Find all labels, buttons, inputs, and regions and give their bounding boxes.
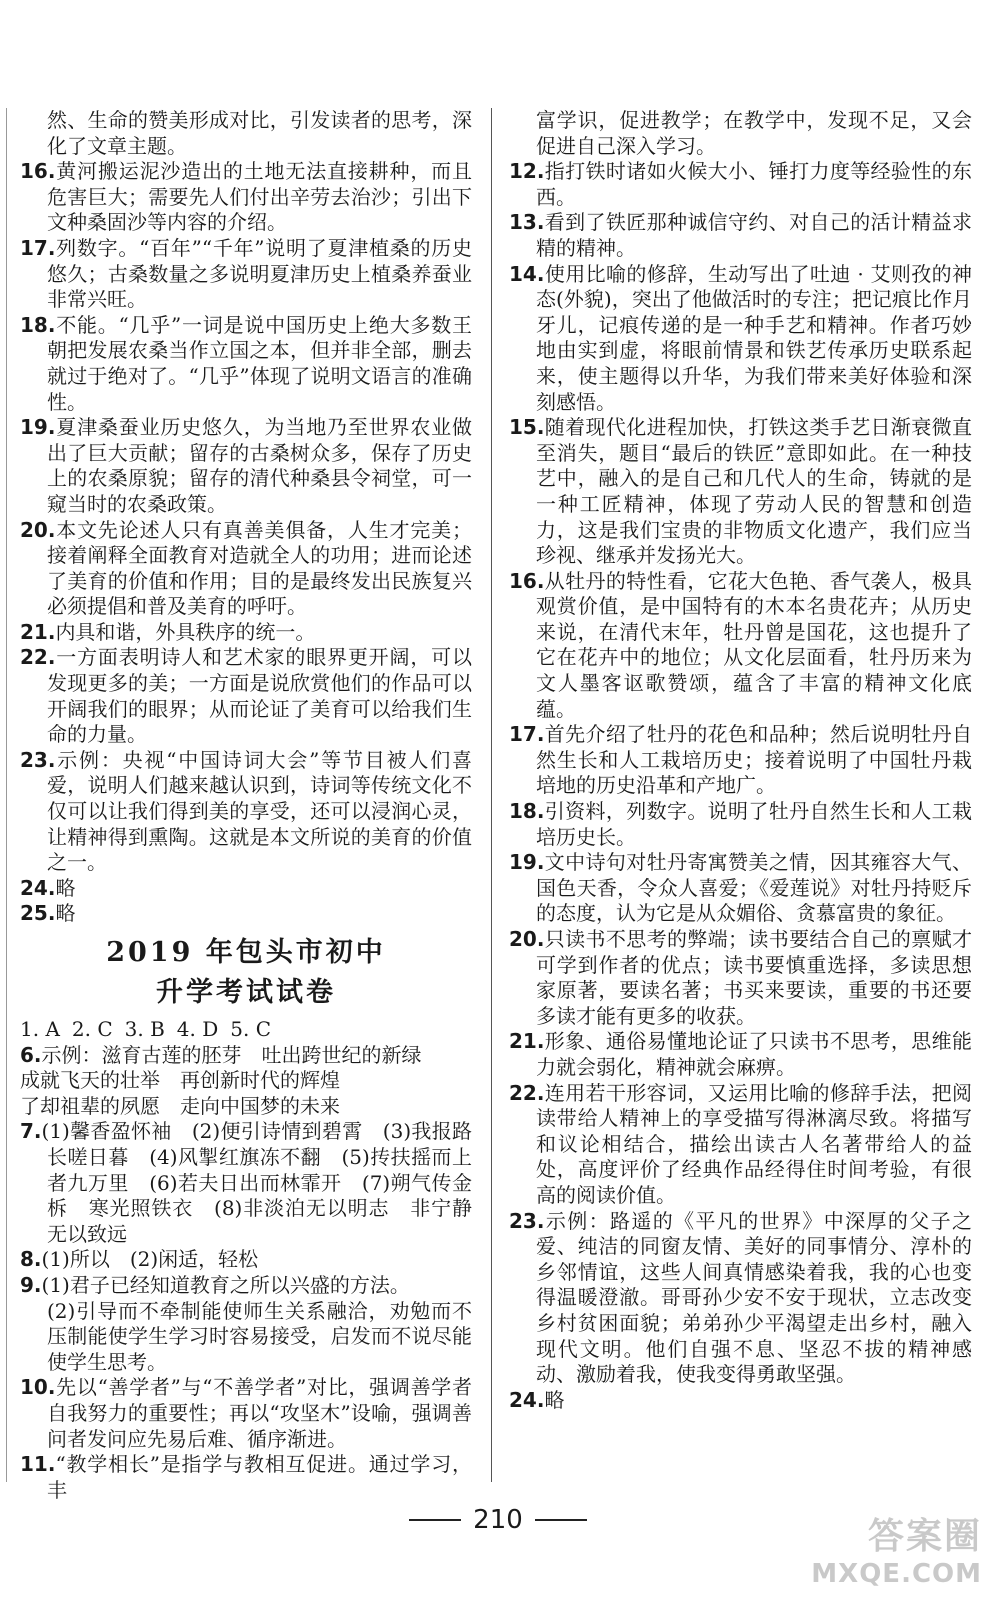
- exam-title-line-1: 2019 年包头市初中: [106, 937, 386, 968]
- answer-item: [509, 1029, 972, 1080]
- answer-text: 略: [55, 875, 76, 900]
- answer-item: [20, 748, 472, 876]
- answer-item: [509, 927, 972, 1029]
- left-page-edge: [6, 108, 7, 1482]
- right-lead-text: 富学识，促进教学；在教学中，发现不足，又会促进自己深入学习。: [536, 108, 972, 158]
- column-divider: [491, 108, 492, 1482]
- mc-answer: 1. A: [20, 1017, 60, 1041]
- answer-number: 17.: [20, 235, 56, 260]
- mc-answer: 5. C: [230, 1017, 272, 1041]
- footer-rule-left: [409, 1519, 461, 1521]
- footer-rule-right: [535, 1519, 587, 1521]
- answer-6-line-3: 了却祖辈的夙愿 走向中国梦的未来: [20, 1093, 340, 1118]
- answer-number: 18.: [509, 799, 545, 824]
- answer-item-6: 6.示例：滋育古莲的胚芽 吐出跨世纪的新绿: [20, 1042, 422, 1067]
- answer-number: 19.: [20, 415, 56, 440]
- answer-number: 14.: [509, 261, 545, 286]
- answer-number: 24.: [509, 1387, 545, 1412]
- answer-number: 21.: [509, 1029, 545, 1054]
- answer-item-10: 10.先以“善学者”与“不善学者”对比，强调善学者自我努力的重要性；再以“攻坚木”设喻，强调善问者发问应先易后难、循序渐进。: [20, 1375, 472, 1451]
- answer-text: 内具和谐，外具秩序的统一。: [55, 619, 316, 644]
- answer-6-line-2: 成就飞天的壮举 再创新时代的辉煌: [20, 1068, 340, 1093]
- answer-item: [20, 415, 472, 517]
- answer-text: 随着现代化进程加快，打铁这类手艺日渐衰微直至消失，题目“最后的铁匠”意即如此。在一种技艺中，融入的是自己和几代人的生命，铸就的是一种工匠精神，体现了劳动人民的智慧和创造力，这是我们宝贵的非物质文化遗产，我们应当珍视、继承并发扬光大。: [536, 415, 972, 568]
- answer-item-8: 8.(1)所以 (2)闲适，轻松: [20, 1247, 259, 1272]
- watermark-logo: [811, 1508, 982, 1589]
- answer-text: 略: [55, 901, 76, 926]
- answer-text: 略: [544, 1387, 565, 1412]
- exam-title-line-2: 升学考试试卷: [156, 977, 336, 1008]
- answer-number: 24.: [20, 875, 56, 900]
- mc-answer: 4. D: [176, 1017, 219, 1041]
- answer-item: [509, 262, 972, 416]
- page-footer: [398, 1500, 598, 1540]
- answer-text: 看到了铁匠那种诚信守约、对自己的活计精益求精的精神。: [536, 210, 972, 260]
- answer-number: 16.: [20, 159, 56, 184]
- answer-item: [20, 876, 472, 902]
- multiple-choice-answers: [20, 1017, 472, 1043]
- answer-number: 20.: [509, 927, 545, 951]
- answer-number: 12.: [509, 159, 545, 184]
- answer-item: [20, 313, 472, 415]
- answer-item-11: 11.“教学相长”是指学与教相互促进。通过学习，丰: [20, 1452, 472, 1502]
- answer-item: [509, 415, 972, 569]
- answer-number: 15.: [509, 415, 545, 440]
- answer-item: [20, 518, 472, 620]
- answer-text: 从牡丹的特性看，它花大色艳、香气袭人，极具观赏价值，是中国特有的木本名贵花卉；从历史来说，在清代末年，牡丹曾是国花，这也提升了它在花卉中的地位；从文化层面看，牡丹历来为文人墨客讴歌赞颂，蕴含了丰富的精神文化底蕴。: [536, 568, 972, 721]
- answer-number: 25.: [20, 901, 56, 926]
- answer-item: [509, 1388, 972, 1414]
- answer-item-9: 9.(1)君子已经知道教育之所以兴盛的方法。: [20, 1272, 410, 1297]
- answer-number: 20.: [20, 517, 56, 542]
- answer-number: 22.: [509, 1080, 545, 1105]
- right-column: [509, 108, 972, 1413]
- answer-text: 夏津桑蚕业历史悠久，为当地乃至世界农业做出了巨大贡献；留存的古桑树众多，保存了历史上的农桑原貌；留存的清代种桑县令祠堂，可一窥当时的农桑政策。: [47, 415, 472, 516]
- answer-number: 13.: [509, 210, 545, 235]
- answer-number: 22.: [20, 645, 56, 670]
- answer-number: 21.: [20, 619, 56, 644]
- answer-item: [20, 236, 472, 313]
- answer-text: 黄河搬运泥沙造出的土地无法直接耕种，而且危害巨大；需要先人们付出辛劳去治沙；引出下文种桑固沙等内容的介绍。: [47, 159, 472, 235]
- answer-text: 不能。“几乎”一词是说中国历史上绝大多数王朝把发展农桑当作立国之本，但并非全部，删去就过于绝对了。“几乎”体现了说明文语言的准确性。: [47, 312, 472, 414]
- watermark-text: 答案圈: [867, 1516, 982, 1557]
- answer-text: 使用比喻的修辞，生动写出了吐迪 · 艾则孜的神态(外貌)，突出了他做活时的专注；把记痕比作月牙儿，记痕传递的是一种手艺和精神。作者巧妙地由实到虚，将眼前情景和铁艺传承历史联系起来，使主题得以升华，为我们带来美好体验和深刻感悟。: [536, 261, 972, 414]
- answer-text: 连用若干形容词，又运用比喻的修辞手法，把阅读带给人精神上的享受描写得淋漓尽致。将描写和议论相结合，描绘出读古人名著带给人的益处，高度评价了经典作品经得住时间考验，有很高的阅读价值。: [536, 1080, 972, 1207]
- mc-answer: 2. C: [71, 1017, 113, 1041]
- answer-item: [20, 620, 472, 646]
- answer-item: [509, 569, 972, 723]
- answer-item: [20, 901, 472, 927]
- answer-item: [509, 850, 972, 927]
- answer-text: 示例：央视“中国诗词大会”等节目被人们喜爱，说明人们越来越认识到，诗词等传统文化不仅可以让我们得到美的享受，还可以浸润心灵，让精神得到熏陶。这就是本文所说的美育的价值之一。: [47, 747, 472, 875]
- left-lead-text: 然、生命的赞美形成对比，引发读者的思考，深化了文章主题。: [47, 108, 472, 158]
- answer-item: [509, 210, 972, 261]
- answer-item: [509, 1081, 972, 1209]
- answer-text: 示例：路遥的《平凡的世界》中深厚的父子之爱、纯洁的同窗友情、美好的同事情分、淳朴的乡邻情谊，这些人间真情感染着我，我的心也变得温暖澄澈。哥哥孙少安不安于现状，立志改变乡村贫困面貌；弟弟孙少平渴望走出乡村，融入现代文明。他们自强不息、坚忍不拔的精神感动、激励着我，使我变得勇敢坚强。: [536, 1208, 972, 1387]
- answer-9-part-2: (2)引导而不牵制能使师生关系融洽，劝勉而不压制能使学生学习时容易接受，启发而不说尽能使学生思考。: [47, 1298, 472, 1374]
- answer-text: 一方面表明诗人和艺术家的眼界更开阔，可以发现更多的美；一方面是说欣赏他们的作品可以开阔我们的眼界；从而论证了美育可以给我们生命的力量。: [47, 645, 472, 747]
- answer-text: 列数字。“百年”“千年”说明了夏津植桑的历史悠久；古桑数量之多说明夏津历史上植桑养蚕业非常兴旺。: [47, 235, 472, 312]
- left-column: [20, 108, 472, 1503]
- answer-item: [20, 645, 472, 747]
- watermark-url: MXQE.COM: [811, 1559, 982, 1589]
- answer-item-7: 7.(1)馨香盈怀袖 (2)便引诗情到碧霄 (3)我报路长嗟日暮 (4)风掣红旗冻不翻 (5)抟扶摇而上者九万里 (6)若夫日出而林霏开 (7)朔气传金柝 寒光照铁衣 (8)非淡泊无以明志 非宁静无以致远: [20, 1119, 472, 1246]
- answer-number: 23.: [20, 747, 56, 772]
- answer-list-a: [20, 159, 472, 927]
- answer-text: 本文先论述人只有真善美俱备，人生才完美；接着阐释全面教育对造就全人的功用；进而论述了美育的价值和作用；目的是最终发出民族复兴必须提倡和普及美育的呼吁。: [47, 517, 472, 619]
- answer-item: [509, 159, 972, 210]
- page-number: 210: [473, 1505, 523, 1535]
- exam-title-block: [20, 933, 472, 1013]
- answer-number: 18.: [20, 312, 56, 337]
- answer-item: [20, 159, 472, 236]
- answer-number: 17.: [509, 722, 545, 747]
- answer-item: [509, 1209, 972, 1388]
- answer-text: 指打铁时诸如火候大小、锤打力度等经验性的东西。: [536, 159, 972, 209]
- answer-text: 只读书不思考的弊端；读书要结合自己的禀赋才可学到作者的优点；读书要慎重选择，多读思想家原著，要读名著；书买来要读，重要的书还要多读才能有更多的收获。: [536, 927, 972, 1028]
- answer-text: 引资料，列数字。说明了牡丹自然生长和人工栽培历史长。: [536, 799, 972, 849]
- answer-number: 23.: [509, 1208, 545, 1233]
- answer-text: 首先介绍了牡丹的花色和品种；然后说明牡丹自然生长和人工栽培历史；接着说明了中国牡丹栽培地的历史沿革和产地广。: [536, 722, 972, 798]
- answer-number: 19.: [509, 850, 545, 875]
- answer-item: [509, 722, 972, 799]
- answer-text: 文中诗句对牡丹寄寓赞美之情，因其雍容大气、国色天香，令众人喜爱；《爱莲说》对牡丹持贬斥的态度，认为它是从众媚俗、贪慕富贵的象征。: [536, 850, 972, 926]
- answer-list-b: [509, 159, 972, 1413]
- answer-number: 16.: [509, 568, 545, 593]
- answer-text: 形象、通俗易懂地论证了只读书不思考，思维能力就会弱化，精神就会麻痹。: [536, 1029, 972, 1079]
- answer-item: [509, 799, 972, 850]
- mc-answer: 3. B: [124, 1017, 165, 1041]
